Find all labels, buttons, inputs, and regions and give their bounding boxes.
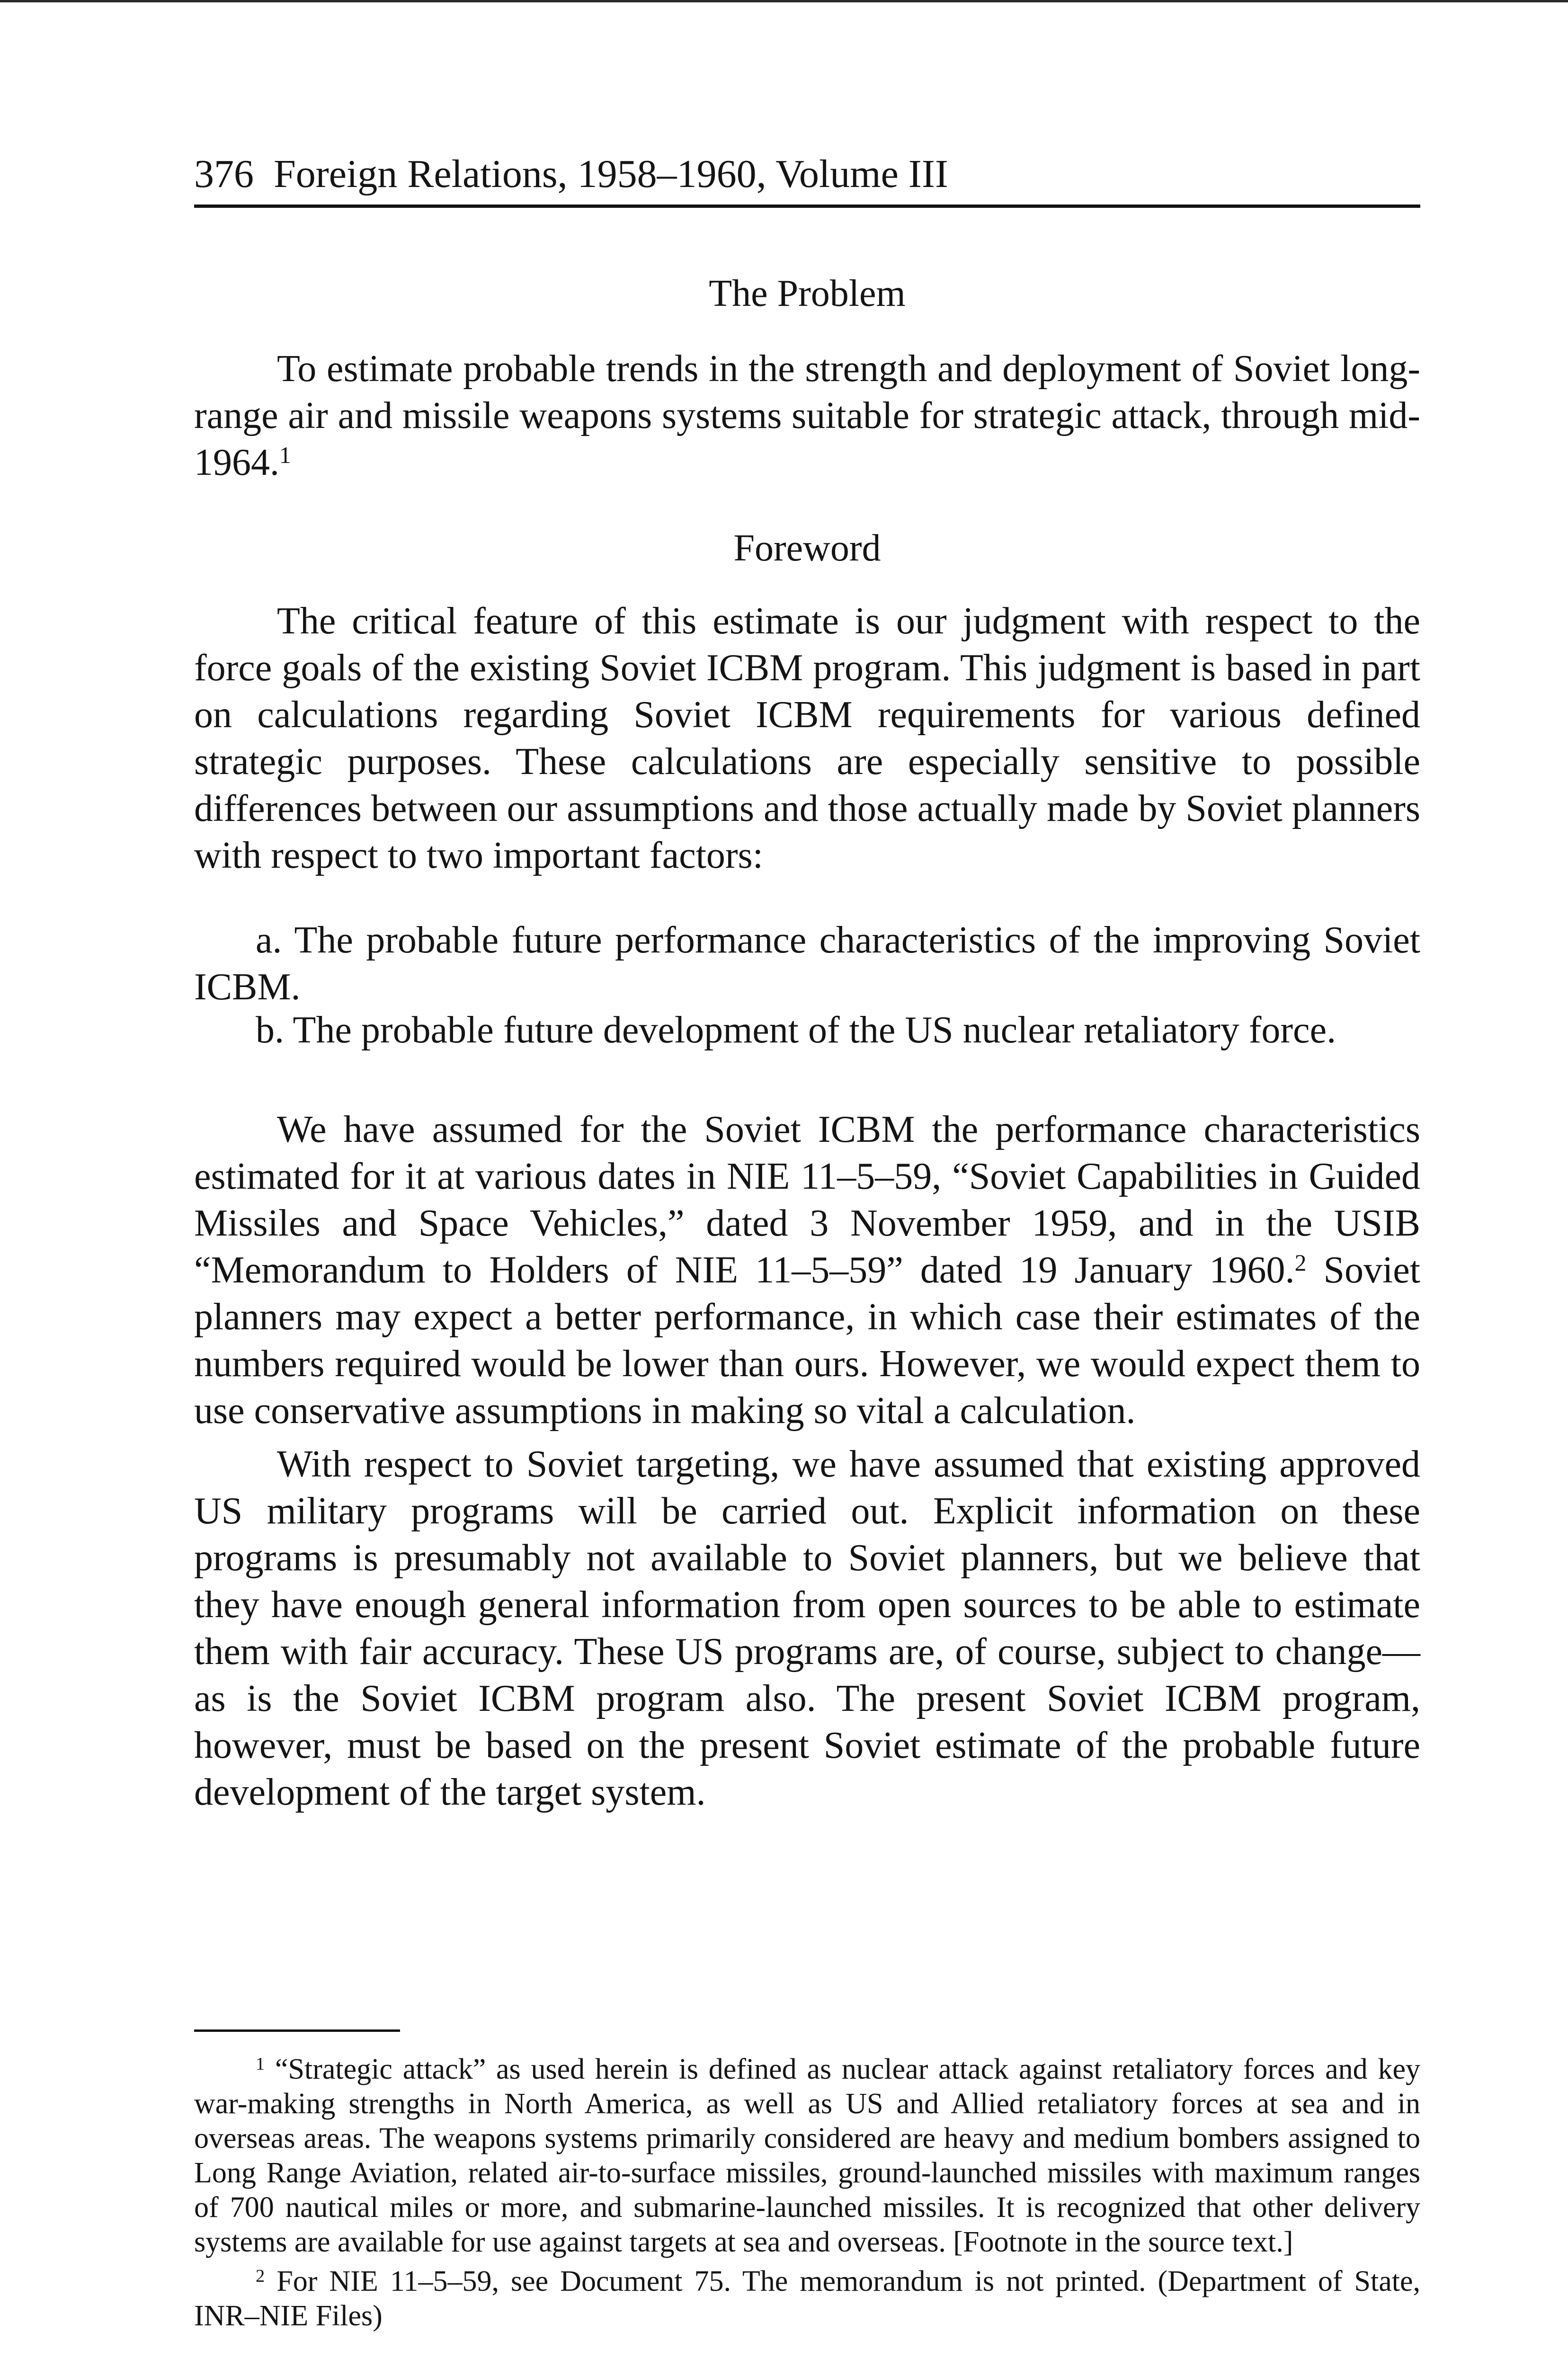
footnote-ref-2: 2	[1294, 1250, 1307, 1276]
top-border-line	[0, 0, 1568, 2]
footnote-ref-1: 1	[279, 442, 291, 469]
foreword-paragraph-2: We have assumed for the Soviet ICBM the performance characteristics estimated for it at various dates in NIE 11–5–59, “Soviet Capabilities in Guided Missiles and Space Vehicles,” dated 3 November 1959, and in the USIB “Memorandum to Holders of NIE 11–5–59” dated 19 January 1960.$^2$ Soviet planners may expect a better performance, in which case their estimates of the numbers required would be lower than ours. However, we would expect them to use conservative assumptions in making so vital a calculation.	[194, 1109, 1421, 1432]
footnote-1: $^1$ “Strategic attack” as used herein is defined as nuclear attack against retaliatory forces and key war-making strengths in North America, as well as US and Allied retaliatory forces at sea and in overseas areas. The weapons systems primarily considered are heavy and medium bombers assigned to Long Range Aviation, related air-to-surface missiles, ground-launched missiles with maximum ranges of 700 nautical miles or more, and submarine-launched missiles. It is recognized that other delivery systems are available for use against targets at sea and overseas. [Footnote in the source text.]	[194, 2053, 1420, 2258]
page-number: 376	[194, 152, 254, 196]
header-rule	[194, 205, 1420, 208]
problem-section	[194, 346, 1420, 486]
footnote-2: $^2$ For NIE 11–5–59, see Document 75. The memorandum is not printed. (Department of State, INR–NIE Files)	[194, 2265, 1420, 2332]
footnote-1-marker: 1	[256, 2054, 265, 2074]
factor-b: b. The probable future development of the US nuclear retaliatory force.	[256, 1009, 1336, 1051]
footnote-separator	[194, 2029, 400, 2032]
foreword-paragraph-3: With respect to Soviet targeting, we have assumed that existing approved US military programs will be carried out. Explicit information on these programs is presumably not available to Soviet planners, but we believe that they have enough general information from open sources to be able to estimate them with fair accuracy. These US programs are, of course, subject to change—as is the Soviet ICBM program also. The present Soviet ICBM program, however, must be based on the present Soviet estimate of the probable future development of the target system.	[194, 1443, 1420, 1813]
problem-paragraph: To estimate probable trends in the strength and deployment of Soviet long-range air and missile weapons systems suitable for strategic attack, through mid-1964.$^1$	[194, 348, 1420, 483]
footnote-2-marker: 2	[256, 2266, 265, 2286]
foreword-paragraph-1: The critical feature of this estimate is our judgment with respect to the force goals of the existing Soviet ICBM program. This judgment is based in part on calculations regarding Soviet ICBM requirements for various defined strategic purposes. These calculations are especially sensitive to possible differences between our assumptions and those actually made by Soviet planners with respect to two important factors:	[194, 600, 1420, 876]
running-title: Foreign Relations, 1958–1960, Volume III	[274, 152, 948, 196]
foreword-section	[194, 598, 1420, 879]
problem-heading: The Problem	[709, 273, 906, 314]
foreword-section-2	[194, 1106, 1420, 1816]
factor-list	[194, 917, 1420, 1054]
factor-a: a. The probable future performance characteristics of the improving Soviet ICBM.	[194, 919, 1420, 1008]
running-header	[194, 151, 1420, 198]
foreword-heading: Foreword	[733, 527, 881, 569]
footnotes	[194, 2052, 1420, 2333]
